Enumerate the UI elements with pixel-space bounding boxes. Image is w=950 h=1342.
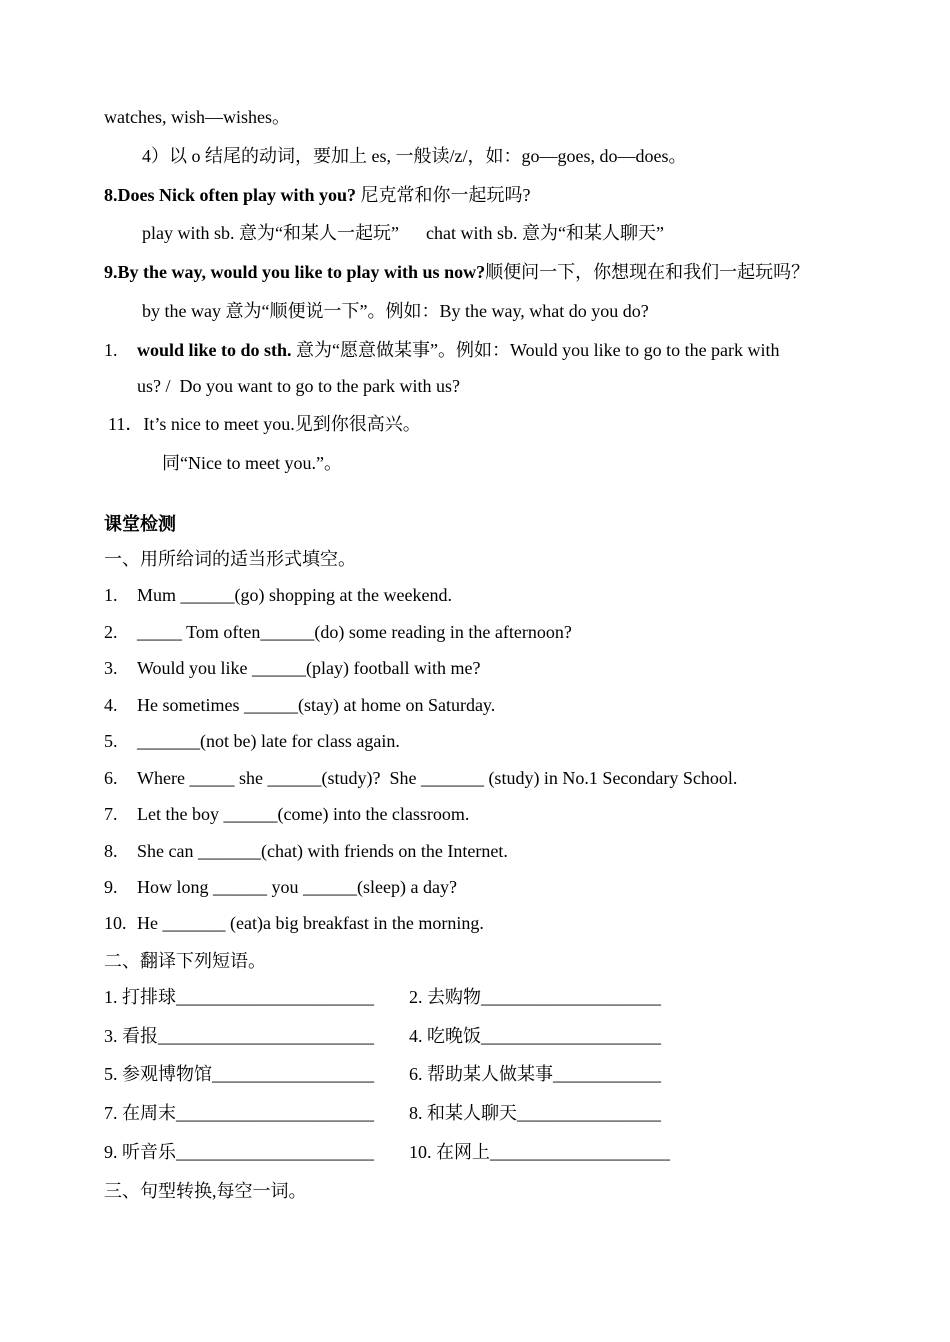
- note-heading: [104, 261, 809, 283]
- translation-item: 9. 听音乐______________________: [104, 1142, 374, 1162]
- note-line: 11．It’s nice to meet you.见到你很高兴。: [108, 414, 421, 434]
- translation-item: 4. 吃晚饭____________________: [409, 1026, 661, 1046]
- translation-item: 6. 帮助某人做某事____________: [409, 1064, 661, 1084]
- exercise-text: Would you like ______(play) football with me?: [137, 658, 481, 678]
- note-phrase-explanation: 意为“愿意做某事”。例如：Would you like to go to the park with: [291, 340, 780, 360]
- note-phrase-bold: would like to do sth.: [137, 340, 292, 360]
- note-line: watches, wish—wishes。: [104, 107, 290, 127]
- translation-item: 10. 在网上____________________: [409, 1142, 670, 1162]
- part3-heading: 三、句型转换,每空一词。: [104, 1181, 307, 1201]
- note-line: 同“Nice to meet you.”。: [162, 453, 342, 473]
- note-line: 4）以 o 结尾的动词，要加上 es, 一般读/z/，如：go—goes, do—does。: [142, 146, 687, 166]
- exercise-text: She can _______(chat) with friends on the Internet.: [137, 841, 508, 861]
- translation-item: 2. 去购物____________________: [409, 987, 661, 1007]
- exercise-number: 7.: [104, 804, 118, 824]
- exercise-number: 10.: [104, 913, 127, 933]
- exercise-number: 2.: [104, 622, 118, 642]
- translation-item: 1. 打排球______________________: [104, 987, 374, 1007]
- exercise-number: 1.: [104, 585, 118, 605]
- part2-heading: 二、翻译下列短语。: [104, 951, 266, 971]
- exercise-text: He sometimes ______(stay) at home on Saturday.: [137, 695, 496, 715]
- exercise-text: He _______ (eat)a big breakfast in the morning.: [137, 913, 484, 933]
- translation-item: 7. 在周末______________________: [104, 1103, 374, 1123]
- note-line: [137, 339, 780, 361]
- exercise-text: How long ______ you ______(sleep) a day?: [137, 877, 457, 897]
- exercise-text: Let the boy ______(come) into the classroom.: [137, 804, 470, 824]
- note-heading-bold: 9.By the way, would you like to play with us now?: [104, 262, 486, 282]
- exercise-number: 9.: [104, 877, 118, 897]
- part1-heading: 一、用所给词的适当形式填空。: [104, 549, 356, 569]
- exercise-text: _______(not be) late for class again.: [137, 731, 400, 751]
- note-line: us? / Do you want to go to the park with us?: [137, 376, 460, 396]
- note-line: play with sb. 意为“和某人一起玩” chat with sb. 意为“和某人聊天”: [142, 223, 664, 243]
- note-heading: [104, 184, 531, 206]
- exercise-text: _____ Tom often______(do) some reading in the afternoon?: [137, 622, 572, 642]
- translation-item: 3. 看报________________________: [104, 1026, 374, 1046]
- exercise-text: Where _____ she ______(study)? She _______ (study) in No.1 Secondary School.: [137, 768, 738, 788]
- translation-item: 5. 参观博物馆__________________: [104, 1064, 374, 1084]
- exercise-number: 8.: [104, 841, 118, 861]
- note-number: 1.: [104, 340, 118, 360]
- exercise-number: 4.: [104, 695, 118, 715]
- exercise-number: 6.: [104, 768, 118, 788]
- exercise-number: 3.: [104, 658, 118, 678]
- section-title: 课堂检测: [104, 514, 176, 534]
- note-line: by the way 意为“顺便说一下”。例如：By the way, what do you do?: [142, 301, 649, 321]
- note-heading-translation: 顺便问一下，你想现在和我们一起玩吗？: [485, 262, 810, 282]
- exercise-number: 5.: [104, 731, 118, 751]
- note-heading-translation: 尼克常和你一起玩吗?: [356, 185, 531, 205]
- note-heading-bold: 8.Does Nick often play with you?: [104, 185, 357, 205]
- exercise-text: Mum ______(go) shopping at the weekend.: [137, 585, 452, 605]
- translation-item: 8. 和某人聊天________________: [409, 1103, 661, 1123]
